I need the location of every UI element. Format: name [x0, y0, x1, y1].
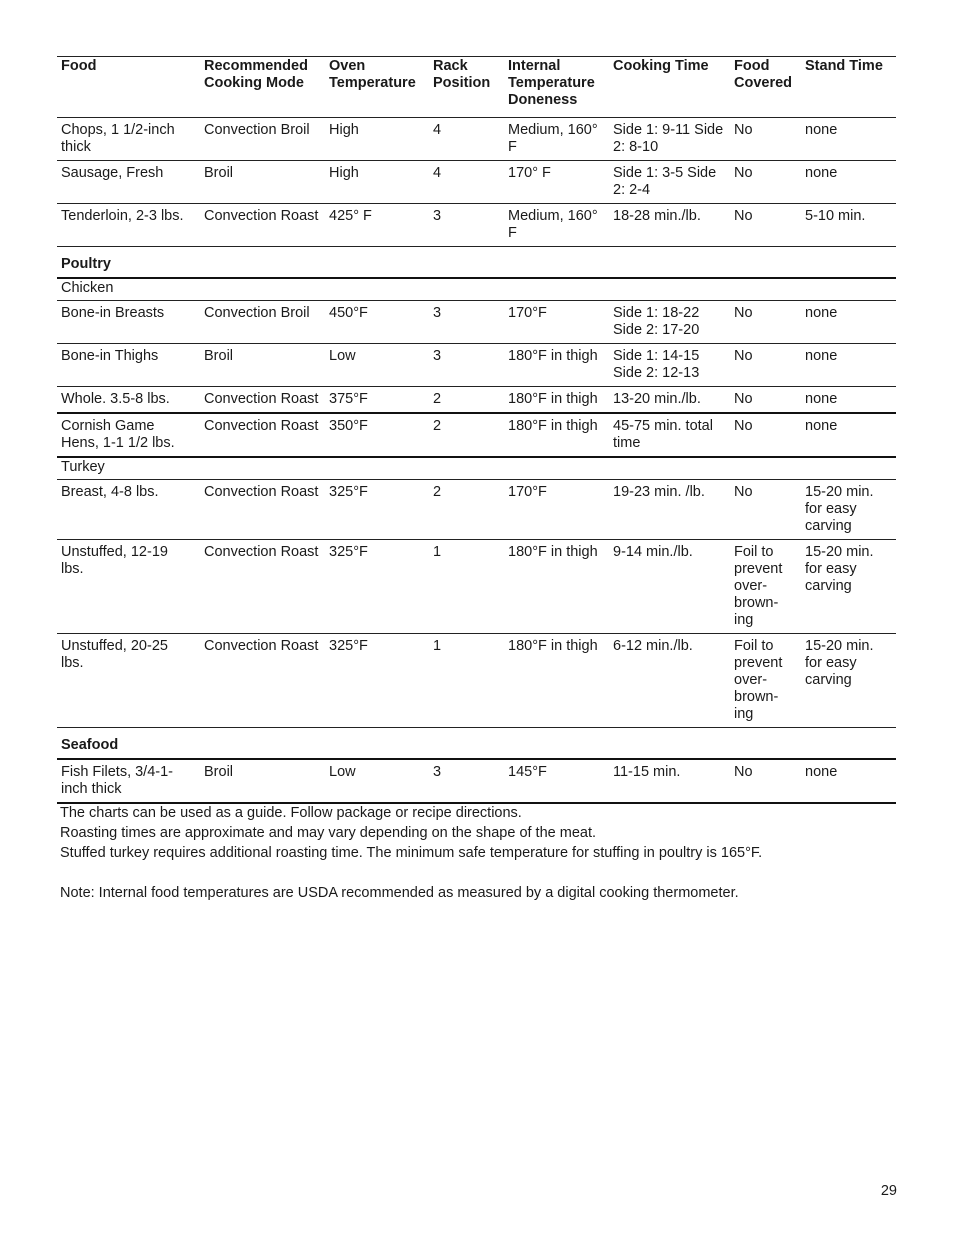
cell-stand-time: 15-20 min. for easy carving [805, 638, 874, 688]
cell-covered: No [734, 208, 753, 224]
cell-mode: Broil [204, 348, 234, 364]
cell-internal-temp: 180°F in thigh [508, 391, 598, 407]
cell-food: Bone-in Thighs [61, 348, 159, 364]
note-roasting-times: Roasting times are approximate and may vary depending on the shape of the meat. [60, 825, 597, 841]
cell-oven-temp: 325°F [329, 638, 368, 654]
header-oven-temperature: Oven Temperature [329, 58, 416, 91]
cell-oven-temp: 425° F [329, 208, 372, 224]
cell-mode: Convection Broil [204, 305, 310, 321]
cell-stand-time: none [805, 305, 838, 321]
cell-covered: Foil to prevent over-brown-ing [734, 544, 783, 628]
cell-rack: 4 [433, 165, 442, 181]
cell-cooking-time: 6-12 min./lb. [613, 638, 693, 654]
cell-covered: No [734, 122, 753, 138]
cell-internal-temp: 170°F [508, 484, 547, 500]
cell-covered: No [734, 418, 753, 434]
cell-oven-temp: 375°F [329, 391, 368, 407]
cell-rack: 3 [433, 305, 442, 321]
cell-stand-time: 15-20 min. for easy carving [805, 484, 874, 534]
table-row [57, 204, 896, 247]
cell-rack: 4 [433, 122, 442, 138]
cell-stand-time: none [805, 122, 838, 138]
cell-covered: No [734, 305, 753, 321]
cell-cooking-time: Side 1: 18-22 Side 2: 17-20 [613, 305, 700, 338]
cell-stand-time: none [805, 165, 838, 181]
cell-food: Tenderloin, 2-3 lbs. [61, 208, 184, 224]
cell-rack: 1 [433, 638, 442, 654]
cell-food: Whole. 3.5-8 lbs. [61, 391, 170, 407]
cell-stand-time: none [805, 764, 838, 780]
cell-cooking-time: Side 1: 3-5 Side 2: 2-4 [613, 165, 717, 198]
note-stuffed-turkey: Stuffed turkey requires additional roasting time. The minimum safe temperature for stuffing in poultry is 165°F. [60, 845, 763, 861]
subsection-row [57, 457, 896, 480]
note-guide: The charts can be used as a guide. Follow package or recipe directions. [60, 805, 522, 821]
cooking-chart-table [57, 56, 896, 804]
cell-oven-temp: 350°F [329, 418, 368, 434]
section-heading-row [57, 728, 896, 760]
cell-internal-temp: 180°F in thigh [508, 348, 598, 364]
header-internal-temperature: Internal Temperature Doneness [508, 58, 595, 108]
cell-cooking-time: Side 1: 14-15 Side 2: 12-13 [613, 348, 700, 381]
table-row [57, 480, 896, 540]
header-cooking-mode: Recommended Cooking Mode [204, 58, 308, 91]
cell-food: Unstuffed, 12-19 lbs. [61, 544, 168, 577]
cell-oven-temp: 325°F [329, 484, 368, 500]
cell-rack: 2 [433, 418, 442, 434]
cell-food: Chops, 1 1/2-inch thick [61, 122, 175, 155]
table-row [57, 634, 896, 728]
cell-cooking-time: 9-14 min./lb. [613, 544, 693, 560]
subsection-chicken: Chicken [61, 280, 114, 296]
cell-mode: Convection Roast [204, 391, 319, 407]
cell-internal-temp: 180°F in thigh [508, 544, 598, 560]
cell-internal-temp: Medium, 160° F [508, 122, 598, 155]
table-row [57, 301, 896, 344]
table-row [57, 161, 896, 204]
cell-rack: 1 [433, 544, 442, 560]
cell-cooking-time: 19-23 min. /lb. [613, 484, 705, 500]
table-row [57, 759, 896, 803]
cell-mode: Convection Roast [204, 418, 319, 434]
cell-mode: Convection Roast [204, 208, 319, 224]
cell-oven-temp: Low [329, 348, 356, 364]
cell-oven-temp: 450°F [329, 305, 368, 321]
cell-mode: Convection Broil [204, 122, 310, 138]
cell-food: Bone-in Breasts [61, 305, 165, 321]
cell-stand-time: none [805, 418, 838, 434]
cell-mode: Convection Roast [204, 544, 319, 560]
cell-covered: No [734, 764, 753, 780]
cell-food: Cornish Game Hens, 1-1 1/2 lbs. [61, 418, 175, 451]
cell-food: Fish Filets, 3/4-1-inch thick [61, 764, 173, 797]
cell-cooking-time: 13-20 min./lb. [613, 391, 701, 407]
cell-cooking-time: 18-28 min./lb. [613, 208, 701, 224]
cell-mode: Broil [204, 764, 234, 780]
cell-mode: Broil [204, 165, 234, 181]
cell-covered: No [734, 165, 753, 181]
section-heading-row [57, 247, 896, 279]
cell-oven-temp: Low [329, 764, 356, 780]
table-row [57, 118, 896, 161]
cell-food: Breast, 4-8 lbs. [61, 484, 159, 500]
cell-internal-temp: 180°F in thigh [508, 638, 598, 654]
header-food: Food [61, 58, 97, 74]
header-rack-position: Rack Position [433, 58, 491, 91]
table-row [57, 413, 896, 457]
cell-internal-temp: 180°F in thigh [508, 418, 598, 434]
cell-rack: 3 [433, 208, 442, 224]
section-poultry: Poultry [61, 256, 111, 272]
cell-stand-time: none [805, 348, 838, 364]
cell-cooking-time: Side 1: 9-11 Side 2: 8-10 [613, 122, 724, 155]
table-row [57, 540, 896, 634]
cell-rack: 2 [433, 484, 442, 500]
cell-stand-time: none [805, 391, 838, 407]
subsection-turkey: Turkey [61, 459, 105, 475]
cell-covered: Foil to prevent over-brown-ing [734, 638, 783, 722]
cell-oven-temp: High [329, 122, 359, 138]
header-food-covered: Food Covered [734, 58, 793, 91]
cell-stand-time: 5-10 min. [805, 208, 866, 224]
table-header-row [57, 57, 896, 118]
cell-food: Sausage, Fresh [61, 165, 164, 181]
cell-cooking-time: 11-15 min. [613, 764, 681, 780]
subsection-row [57, 278, 896, 301]
cell-internal-temp: 145°F [508, 764, 547, 780]
cell-cooking-time: 45-75 min. total time [613, 418, 713, 451]
note-usda: Note: Internal food temperatures are USDA recommended as measured by a digital cooking thermometer. [60, 885, 739, 901]
chart-notes [60, 803, 900, 903]
cell-covered: No [734, 348, 753, 364]
cell-rack: 3 [433, 764, 442, 780]
cell-food: Unstuffed, 20-25 lbs. [61, 638, 168, 671]
header-stand-time: Stand Time [805, 58, 883, 74]
cell-rack: 3 [433, 348, 442, 364]
cell-stand-time: 15-20 min. for easy carving [805, 544, 874, 594]
cell-internal-temp: Medium, 160° F [508, 208, 598, 241]
page-number: 29 [880, 1183, 897, 1199]
section-seafood: Seafood [61, 737, 119, 753]
cell-oven-temp: 325°F [329, 544, 368, 560]
cell-mode: Convection Roast [204, 638, 319, 654]
table-row [57, 344, 896, 387]
cell-oven-temp: High [329, 165, 359, 181]
cell-covered: No [734, 391, 753, 407]
cell-rack: 2 [433, 391, 442, 407]
cell-mode: Convection Roast [204, 484, 319, 500]
cell-internal-temp: 170° F [508, 165, 551, 181]
table-row [57, 387, 896, 414]
header-cooking-time: Cooking Time [613, 58, 709, 74]
cell-covered: No [734, 484, 753, 500]
cell-internal-temp: 170°F [508, 305, 547, 321]
